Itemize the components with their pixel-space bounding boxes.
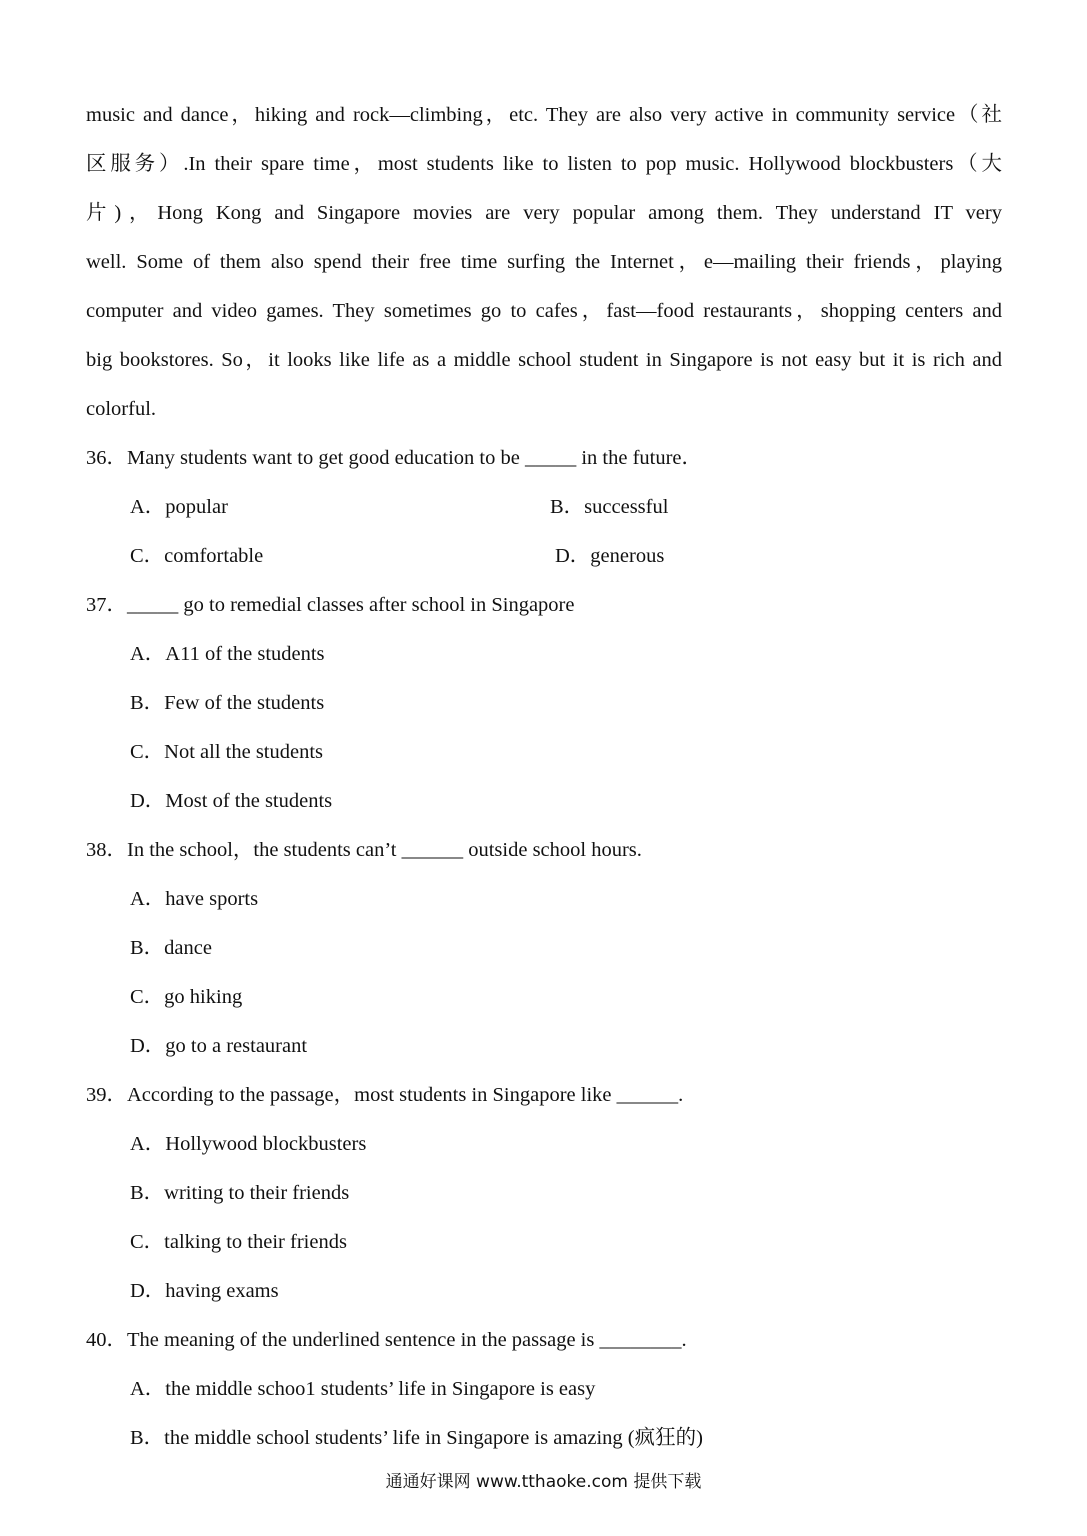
- question-39-option-a: A．Hollywood blockbusters: [130, 1133, 367, 1155]
- question-36-stem: 36．Many students want to get good education to be _____ in the future．: [86, 447, 703, 469]
- question-36-option-d: D．generous: [555, 545, 665, 567]
- passage-line: 区服务）.In their spare time，most students like to listen to pop music. Hollywood blockbusters（大: [86, 153, 1002, 175]
- question-36-options-row-2: [86, 537, 1026, 586]
- question-39-option-d: D．having exams: [130, 1280, 279, 1302]
- question-38-option-a: A．have sports: [130, 888, 259, 910]
- passage-line: well. Some of them also spend their free time surfing the Internet，e—mailing their friends，playing: [86, 251, 1002, 273]
- question-37-stem: 37．_____ go to remedial classes after school in Singapore: [86, 594, 575, 616]
- question-39-option-c: C．talking to their friends: [130, 1231, 347, 1253]
- passage-line: big bookstores. So，it looks like life as a middle school student in Singapore is not easy but it is rich and: [86, 349, 1002, 371]
- question-39-stem: 39．According to the passage，most students in Singapore like ______.: [86, 1084, 684, 1106]
- question-39-option-b: B．writing to their friends: [130, 1182, 350, 1204]
- question-37-option-d: D．Most of the students: [130, 790, 333, 812]
- question-36-option-c: C．comfortable: [130, 545, 264, 567]
- question-37-option-c: C．Not all the students: [130, 741, 324, 763]
- passage-line: 片)，Hong Kong and Singapore movies are very popular among them. They understand IT very: [86, 202, 1002, 224]
- question-40-option-a: A．the middle schoo1 students’ life in Singapore is easy: [130, 1378, 596, 1400]
- question-38-option-b: B．dance: [130, 937, 212, 959]
- passage-line: computer and video games. They sometimes go to cafes，fast—food restaurants，shopping centers and: [86, 300, 1002, 322]
- page-footer-source: 通通好课网 www.tthaoke.com 提供下载: [385, 1472, 702, 1492]
- question-38-stem: 38．In the school，the students can’t ______ outside school hours.: [86, 839, 642, 861]
- question-36-option-a: A．popular: [130, 496, 228, 518]
- passage-line: music and dance，hiking and rock—climbing，etc. They are also very active in community service（社: [86, 104, 1002, 126]
- passage-line: colorful.: [86, 398, 157, 420]
- question-40-stem: 40．The meaning of the underlined sentence in the passage is ________.: [86, 1329, 687, 1351]
- question-38-option-d: D．go to a restaurant: [130, 1035, 308, 1057]
- reading-passage: [86, 96, 1002, 439]
- question-37-option-b: B．Few of the students: [130, 692, 325, 714]
- question-37-option-a: A．A11 of the students: [130, 643, 325, 665]
- question-list: [86, 439, 1026, 1468]
- question-36-option-b: B．successful: [550, 496, 669, 518]
- question-40-option-b: B．the middle school students’ life in Singapore is amazing (疯狂的): [130, 1427, 703, 1449]
- question-38-option-c: C．go hiking: [130, 986, 243, 1008]
- question-36-options-row-1: [86, 488, 1026, 537]
